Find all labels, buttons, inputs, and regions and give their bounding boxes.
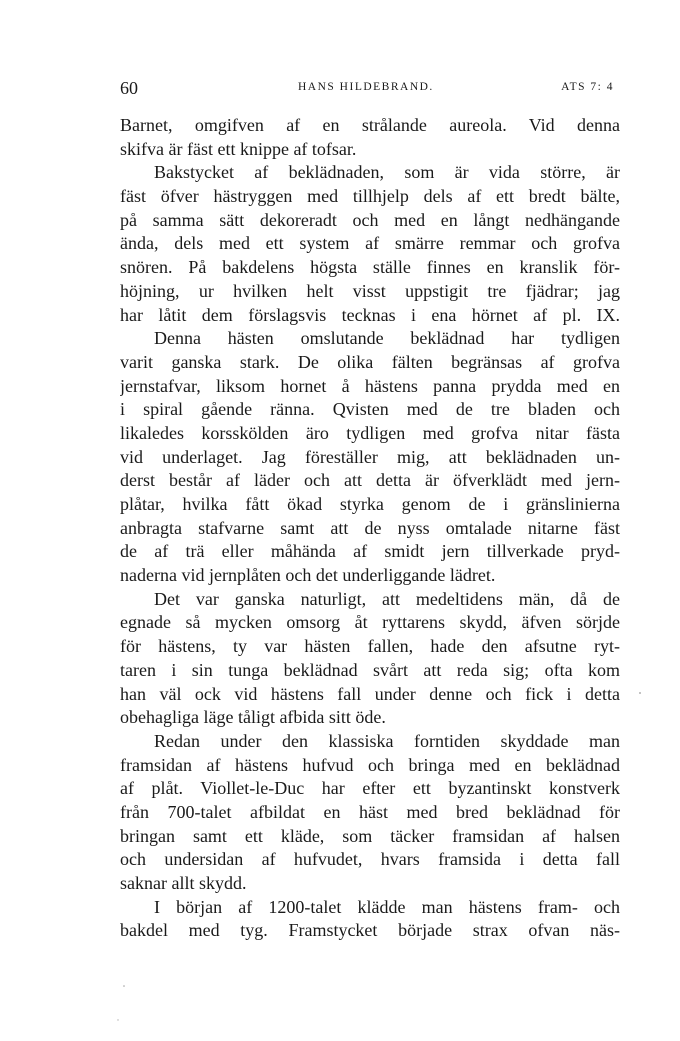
text-line: likaledes korsskölden äro tydligen med grofva nitar fästa xyxy=(120,422,620,443)
running-head: HANS HILDEBRAND. xyxy=(298,81,434,93)
text-line: jernstafvar, liksom hornet å hästens panna prydda med en xyxy=(120,375,620,396)
scan-speck xyxy=(639,692,641,694)
text-line: höjning, ur hvilken helt visst uppstigit tre fjädrar; jag xyxy=(120,280,620,301)
paragraph xyxy=(120,588,620,730)
page-header xyxy=(120,78,620,100)
text-line: Bakstycket af beklädnaden, som är vida större, är xyxy=(154,162,620,183)
text-line: de af trä eller måhända af smidt jern tillverkade pryd- xyxy=(120,541,620,562)
text-line: på samma sätt dekoreradt och med en långt nedhängande xyxy=(120,209,620,230)
text-line: har låtit dem förslagsvis tecknas i ena hörnet af pl. IX. xyxy=(120,304,620,325)
text-line: och undersidan af hufvudet, hvars framsida i detta fall xyxy=(120,849,620,870)
text-line: Redan under den klassiska forntiden skyddade man xyxy=(154,730,620,751)
text-line: naderna vid jernplåten och det underliggande lädret. xyxy=(120,565,496,586)
text-line: I början af 1200-talet klädde man hästens fram- och xyxy=(154,896,620,917)
paragraph xyxy=(120,896,620,943)
paragraph xyxy=(120,161,620,327)
text-line: för hästens, ty var hästen fallen, hade den afsutne ryt- xyxy=(120,636,620,657)
scan-speck xyxy=(117,1019,118,1020)
text-line: framsidan af hästens hufvud och bringa med en beklädnad xyxy=(120,754,620,775)
text-line: obehagliga läge tåligt afbida sitt öde. xyxy=(120,707,386,728)
text-line: i spiral gående ränna. Qvisten med de tre bladen och xyxy=(120,399,620,420)
text-line: bringan samt ett kläde, som täcker framsidan af halsen xyxy=(120,825,620,846)
text-line: egnade så mycken omsorg åt ryttarens skydd, äfven sörjde xyxy=(120,612,620,633)
page-number: 60 xyxy=(120,78,138,98)
text-line: plåtar, hvilka fått ökad styrka genom de i gränslinierna xyxy=(120,494,620,514)
text-line: snören. På bakdelens högsta ställe finnes en kranslik för- xyxy=(120,257,620,278)
text-line: saknar allt skydd. xyxy=(120,873,247,893)
text-line: Det var ganska naturligt, att medeltidens män, då de xyxy=(154,588,620,609)
text-line: skifva är fäst ett knippe af tofsar. xyxy=(120,138,357,159)
text-line: taren i sin tunga beklädnad svårt att reda sig; ofta kom xyxy=(120,659,620,680)
text-line: Denna hästen omslutande beklädnad har tydligen xyxy=(154,328,620,349)
text-line: varit ganska stark. De olika fälten begränsas af grofva xyxy=(120,351,620,372)
text-line: anbragta stafvarne samt att de nyss omtalade nitarne fäst xyxy=(120,517,620,538)
text-line: derst består af läder och att detta är öfverklädt med jern- xyxy=(120,470,620,491)
text-line: från 700-talet afbildat en häst med bred beklädnad för xyxy=(120,801,620,822)
paragraph xyxy=(120,114,620,161)
paragraph xyxy=(120,327,620,588)
text-line: fäst öfver hästryggen med tillhjelp dels af ett bredt bälte, xyxy=(120,186,620,207)
text-line: af plåt. Viollet-le-Duc har efter ett byzantinskt konstverk xyxy=(120,778,620,799)
text-line: ända, dels med ett system af smärre remmar och grofva xyxy=(120,233,620,254)
paragraph xyxy=(120,730,620,896)
text-line: vid underlaget. Jag föreställer mig, att beklädnaden un- xyxy=(120,446,620,467)
text-line: han väl ock vid hästens fall under denne och fick i detta xyxy=(120,683,620,704)
text-line: bakdel med tyg. Framstycket började strax ofvan näs- xyxy=(120,920,620,941)
series-code: ATS 7: 4 xyxy=(561,81,614,93)
body-text xyxy=(120,114,620,943)
scan-speck xyxy=(123,985,125,987)
text-line: Barnet, omgifven af en strålande aureola. Vid denna xyxy=(120,115,620,135)
